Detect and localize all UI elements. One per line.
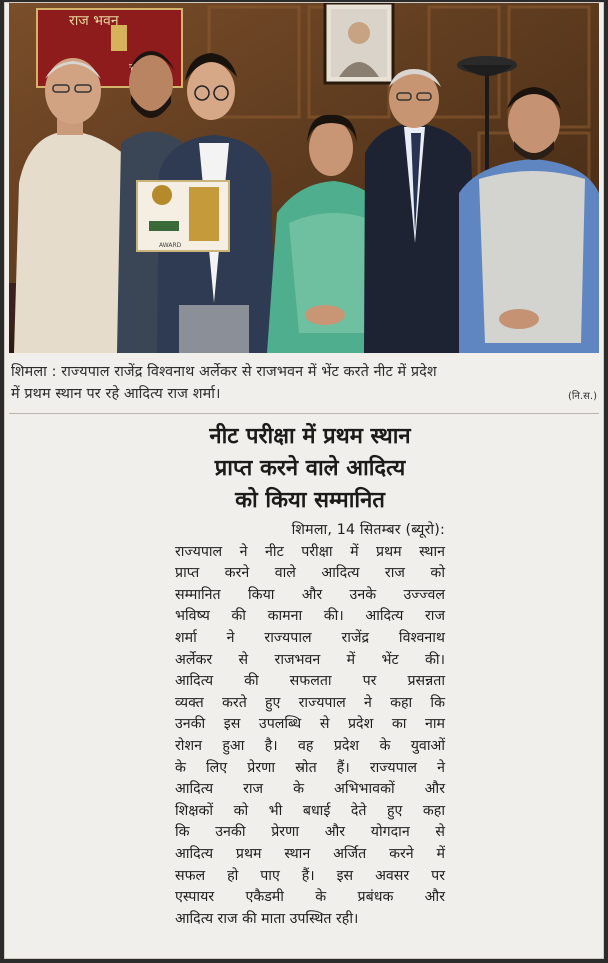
article-line: आदित्य की सफलता पर प्रसन्नता xyxy=(175,673,445,690)
caption-credit: (नि.स.) xyxy=(567,391,597,402)
caption-line-1: शिमला : राज्यपाल राजेंद्र विश्वनाथ अर्लेकर से राजभवन में भेंट करते नीट में प्रदेश xyxy=(11,364,437,380)
plaque-label: AWARD xyxy=(159,242,182,249)
article-line: कि उनकी प्रेरणा और योगदान से xyxy=(175,824,445,841)
article-line: आदित्य राज के अभिभावकों और xyxy=(175,781,445,798)
article-line: अर्लेकर से राजभवन में भेंट की। xyxy=(175,651,445,668)
article-dateline: शिमला, 14 सितम्बर (ब्यूरो): xyxy=(291,522,445,538)
article-line: राज्यपाल ने नीट परीक्षा में प्रथम स्थान xyxy=(175,543,445,560)
article-line: शर्मा ने राज्यपाल राजेंद्र विश्वनाथ xyxy=(175,629,445,646)
headline-line-1: नीट परीक्षा में प्रथम स्थान xyxy=(209,424,411,449)
article-line: व्यक्त करते हुए राज्यपाल ने कहा कि xyxy=(175,694,445,711)
article-line: एस्पायर एकैडमी के प्रबंधक और xyxy=(175,889,445,906)
article-line: आदित्य राज की माता उपस्थित रही। xyxy=(175,910,359,927)
article-line: शिक्षकों को भी बधाई देते हुए कहा xyxy=(175,802,445,819)
article-line: के लिए प्रेरणा स्रोत हैं। राज्यपाल ने xyxy=(175,759,445,776)
wall-portrait xyxy=(325,3,393,83)
headline-line-2: प्राप्त करने वाले आदित्य xyxy=(214,456,406,481)
newspaper-clipping xyxy=(4,2,604,959)
article-line: भविष्य की कामना की। आदित्य राज xyxy=(175,608,445,625)
headline-line-3: को किया सम्मानित xyxy=(235,488,385,513)
caption-line-2: में प्रथम स्थान पर रहे आदित्य राज शर्मा। xyxy=(11,386,221,402)
article-headline xyxy=(145,421,475,517)
news-photo xyxy=(9,3,599,353)
article-line: सफल हो पाए हैं। इस अवसर पर xyxy=(175,867,445,884)
article-line: उनकी इस उपलब्धि से प्रदेश का नाम xyxy=(175,716,445,733)
divider xyxy=(9,413,599,414)
article-line: आदित्य प्रथम स्थान अर्जित करने में xyxy=(175,845,445,862)
article-line: रोशन हुआ है। वह प्रदेश के युवाओं xyxy=(175,737,445,754)
article-line: सम्मानित किया और उनके उज्ज्वल xyxy=(175,586,445,603)
photo-illustration xyxy=(9,3,599,353)
photo-caption xyxy=(11,361,597,409)
article-line: प्राप्त करने वाले आदित्य राज को xyxy=(175,565,445,582)
article-body xyxy=(175,520,445,930)
sign-text: राज भवन xyxy=(69,13,119,29)
award-plaque xyxy=(137,181,229,251)
